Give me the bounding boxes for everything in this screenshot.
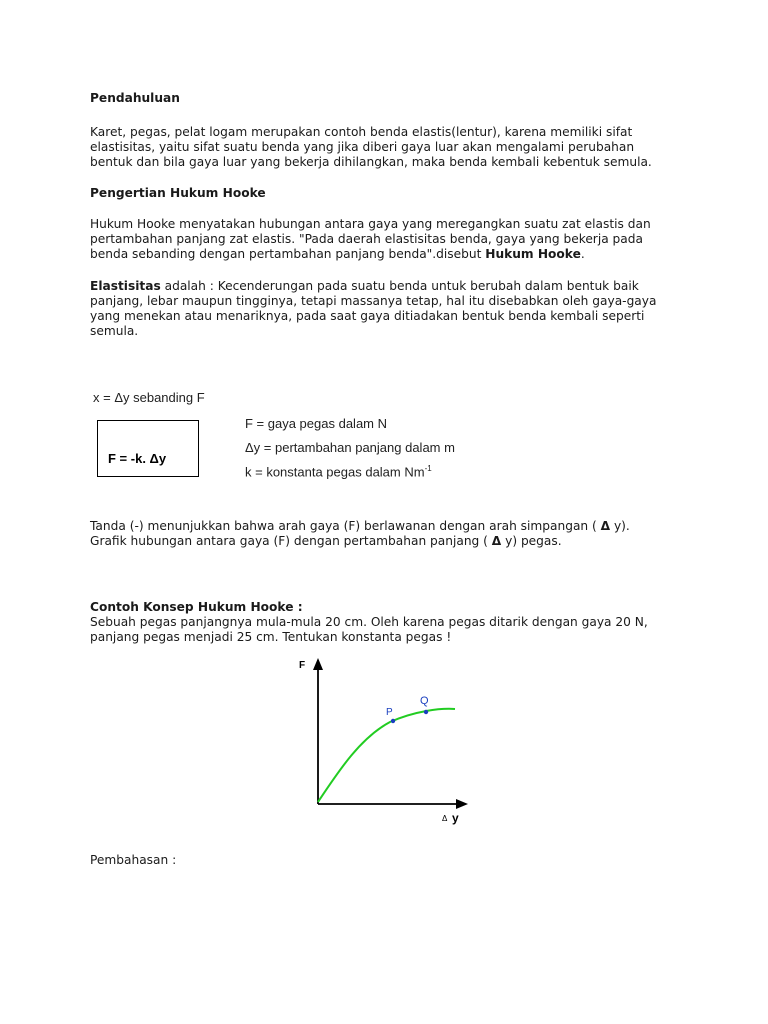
hukum-hooke-term: Hukum Hooke	[485, 247, 581, 261]
x-axis-arrow	[456, 799, 468, 809]
explanation-paragraph	[90, 519, 680, 549]
point-q	[424, 710, 428, 714]
formula-equation: F = -k. Δy	[108, 451, 167, 466]
explanation-line1-b: y).	[610, 519, 630, 533]
example-line: panjang pegas menjadi 25 cm. Tentukan konstanta pegas !	[90, 630, 452, 644]
point-p-label: P	[386, 707, 393, 718]
intro-line: bentuk dan bila gaya luar yang bekerja dihilangkan, maka benda kembali kebentuk semula.	[90, 155, 652, 169]
force-extension-graph	[290, 650, 480, 830]
x-axis-label: y	[452, 811, 459, 825]
legend-constant-exponent: -1	[424, 464, 432, 473]
force-curve	[318, 709, 455, 802]
elasticity-line	[90, 279, 680, 294]
delta-symbol: Δ	[600, 519, 611, 533]
explanation-line	[90, 519, 680, 534]
formula-box	[97, 420, 199, 477]
explanation-line	[90, 534, 680, 549]
legend-constant-text: k = konstanta pegas dalam Nm	[245, 464, 425, 480]
intro-line: Karet, pegas, pelat logam merupakan contoh benda elastis(lentur), karena memiliki sifat	[90, 125, 633, 139]
elasticity-line: yang menekan atau menariknya, pada saat gaya ditiadakan bentuk benda kembali seperti	[90, 309, 645, 323]
definition-heading: Pengertian Hukum Hooke	[90, 186, 266, 200]
intro-line: elastisitas, yaitu sifat suatu benda yang jika diberi gaya luar akan mengalami perubahan	[90, 140, 635, 154]
example-heading: Contoh Konsep Hukum Hooke :	[90, 600, 303, 614]
discussion-label: Pembahasan :	[90, 853, 177, 867]
formula-relation: x = Δy sebanding F	[93, 390, 205, 405]
example-line: Sebuah pegas panjangnya mula-mula 20 cm. Oleh karena pegas ditarik dengan gaya 20 N,	[90, 615, 648, 629]
explanation-line2-a: Grafik hubungan antara gaya (F) dengan pertambahan panjang (	[90, 534, 492, 548]
elasticity-line1-text: adalah : Kecenderungan pada suatu benda untuk berubah dalam bentuk baik	[160, 279, 639, 293]
elasticity-line: panjang, lebar maupun tingginya, tetapi massanya tetap, hal itu disebabkan oleh gaya-gaya	[90, 294, 657, 308]
delta-symbol: Δ	[491, 534, 502, 548]
intro-paragraph	[90, 125, 680, 170]
intro-heading: Pendahuluan	[90, 91, 180, 105]
point-p	[391, 719, 395, 723]
point-q-label: Q	[420, 695, 429, 707]
elasticity-paragraph	[90, 279, 680, 339]
definition-line	[90, 247, 680, 262]
y-axis-label: F	[299, 660, 306, 671]
explanation-line2-b: y) pegas.	[501, 534, 562, 548]
definition-line3-end: .	[580, 247, 585, 261]
elasticity-term: Elastisitas	[90, 279, 161, 293]
definition-line: pertambahan panjang zat elastis. "Pada daerah elastisitas benda, gaya yang bekerja pada	[90, 232, 643, 246]
elasticity-line: semula.	[90, 324, 139, 338]
definition-line3-text: benda sebanding dengan pertambahan panjang benda".disebut	[90, 247, 486, 261]
definition-line: Hukum Hooke menyatakan hubungan antara gaya yang meregangkan suatu zat elastis dan	[90, 217, 651, 231]
definition-paragraph	[90, 217, 680, 262]
legend-delta-y: Δy = pertambahan panjang dalam m	[245, 440, 455, 455]
legend-force: F = gaya pegas dalam N	[245, 416, 387, 431]
example-paragraph	[90, 615, 680, 645]
legend-constant	[245, 464, 432, 479]
explanation-line1-a: Tanda (-) menunjukkan bahwa arah gaya (F) berlawanan dengan arah simpangan (	[90, 519, 601, 533]
x-axis-delta: Δ	[442, 814, 448, 823]
y-axis-arrow	[313, 658, 323, 670]
